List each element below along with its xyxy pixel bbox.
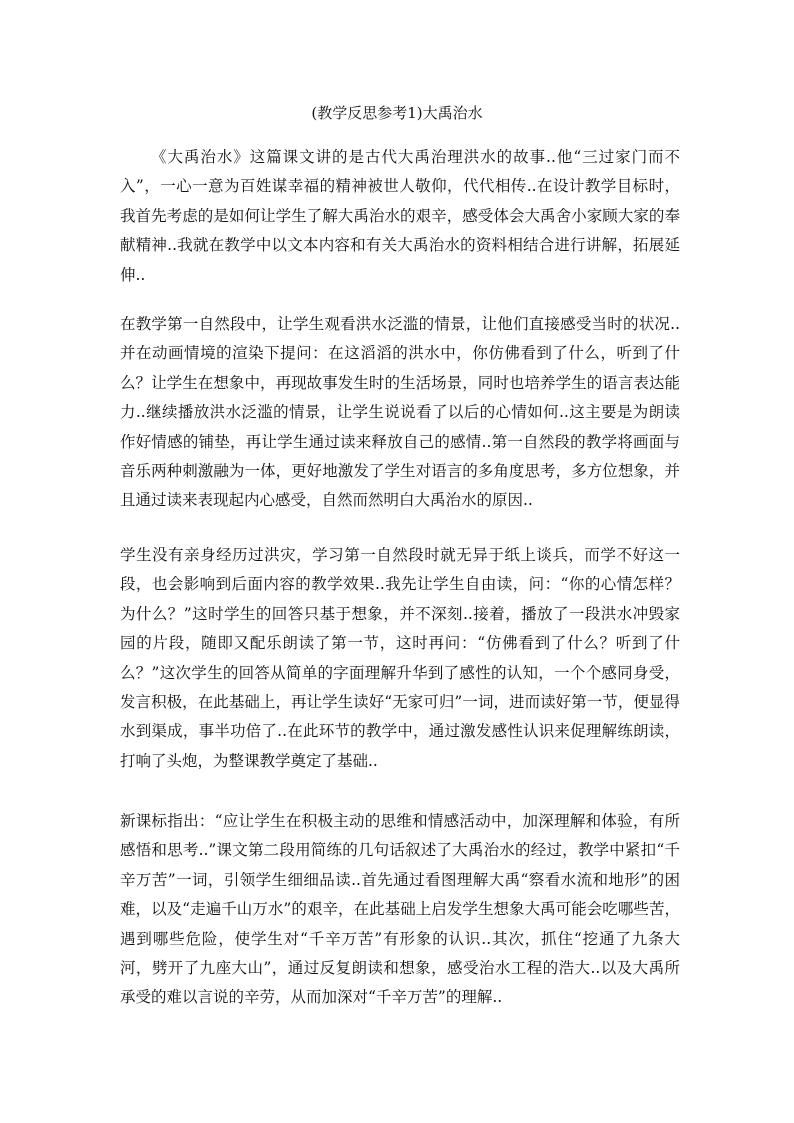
paragraph-first-section: 在教学第一自然段中，让学生观看洪水泛滥的情景，让他们直接感受当时的状况..并在动画情境的渲染下提问：在这滔滔的洪水中，你仿佛看到了什么，听到了什么？让学生在想象中，再现故事发生时的生活场景，同时也培养学生的语言表达能力..继续播放洪水泛滥的情景，让学生说说看了以后的心情如何..这主要是为朗读作好情感的铺垫，再让学生通过读来释放自己的感情..第一自然段的教学将画面与音乐两种刺激融为一体，更好地激发了学生对语言的多角度思考，多方位想象，并且通过读来表现起内心感受，自然而然明白大禹治水的原因.. xyxy=(120,315,680,510)
document-title: (教学反思参考1)大禹治水 xyxy=(311,104,483,122)
paragraph-flood-experience: 学生没有亲身经历过洪灾，学习第一自然段时就无异于纸上谈兵，而学不好这一段，也会影响到后面内容的教学效果..我先让学生自由读，问：“你的心情怎样？为什么？”这时学生的回答只基于想象，并不深刻..接着，播放了一段洪水冲毁家园的片段，随即又配乐朗读了第一节，这时再问：“仿佛看到了什么？听到了什么？”这次学生的回答从简单的字面理解升华到了感性的认知，一个个感同身受，发言积极，在此基础上，再让学生读好“无家可归”一词，进而读好第一节，便显得水到渠成，事半功倍了..在此环节的教学中，通过激发感性认识来促理解练朗读，打响了头炮，为整课教学奠定了基础.. xyxy=(120,546,680,770)
paragraph-curriculum: 新课标指出：“应让学生在积极主动的思维和情感活动中，加深理解和体验，有所感悟和思考..”课文第二段用简练的几句话叙述了大禹治水的经过，教学中紧扣“千辛万苦”一词，引领学生细细品读..首先通过看图理解大禹“察看水流和地形”的困难，以及“走遍千山万水”的艰辛，在此基础上启发学生想象大禹可能会吃哪些苦，遇到哪些危险，使学生对“千辛万苦”有形象的认识..其次，抓住“挖通了九条大河，劈开了九座大山”，通过反复朗读和想象，感受治水工程的浩大..以及大禹所承受的难以言说的辛劳，从而加深对“千辛万苦”的理解.. xyxy=(120,812,680,1007)
paragraph-intro: 《大禹治水》这篇课文讲的是古代大禹治理洪水的故事..他“三过家门而不入”，一心一意为百姓谋幸福的精神被世人敬仰，代代相传..在设计教学目标时，我首先考虑的是如何让学生了解大禹治水的艰辛，感受体会大禹舍小家顾大家的奉献精神..我就在教学中以文本内容和有关大禹治水的资料相结合进行讲解，拓展延伸.. xyxy=(120,148,680,284)
